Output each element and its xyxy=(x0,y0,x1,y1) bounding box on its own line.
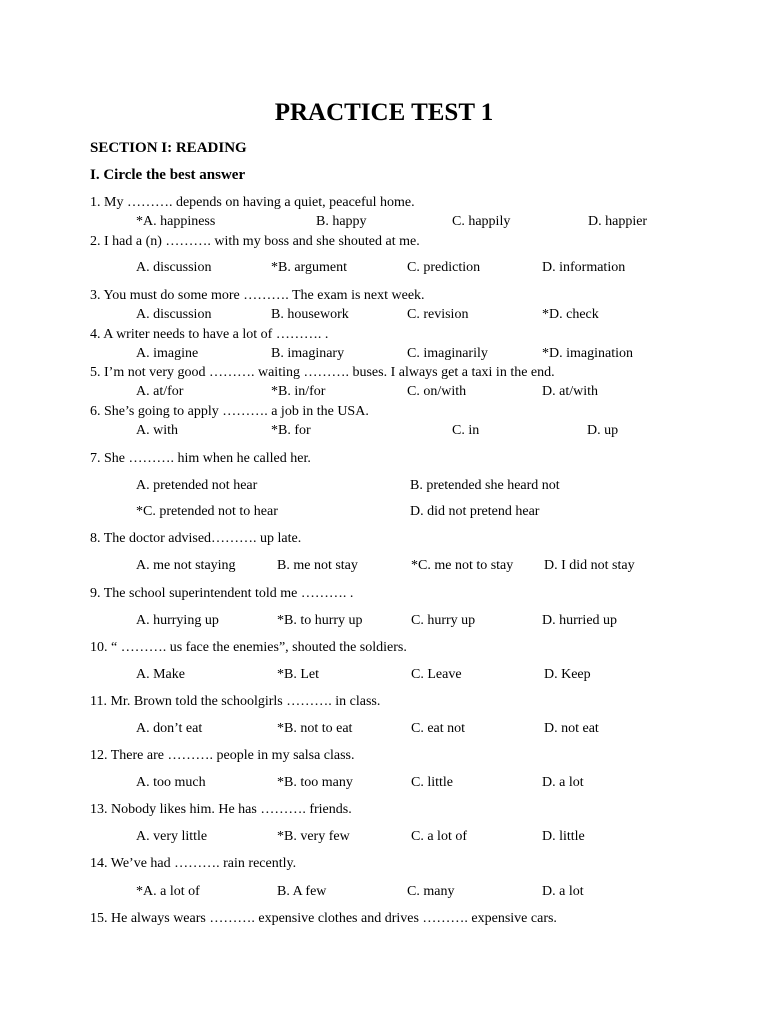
question-6-option-a[interactable]: A. with xyxy=(136,423,178,438)
question-1-option-a[interactable]: *A. happiness xyxy=(136,214,216,229)
question-4-option-a[interactable]: A. imagine xyxy=(136,346,199,361)
question-12-option-b[interactable]: *B. too many xyxy=(277,775,353,790)
question-11-stem: 11. Mr. Brown told the schoolgirls ………. in class. xyxy=(90,694,381,709)
question-6-option-c[interactable]: C. in xyxy=(452,423,480,438)
question-11-option-a[interactable]: A. don’t eat xyxy=(136,721,203,736)
question-12-option-d[interactable]: D. a lot xyxy=(542,775,584,790)
question-8-option-c[interactable]: *C. me not to stay xyxy=(411,558,514,573)
question-10-stem: 10. “ ………. us face the enemies”, shouted the soldiers. xyxy=(90,640,407,655)
question-9-stem: 9. The school superintendent told me ………. . xyxy=(90,586,354,601)
question-4-option-c[interactable]: C. imaginarily xyxy=(407,346,488,361)
question-7-option-d[interactable]: D. did not pretend hear xyxy=(410,504,540,519)
question-3-option-c[interactable]: C. revision xyxy=(407,307,469,322)
question-1-option-d[interactable]: D. happier xyxy=(588,214,648,229)
question-11-option-b[interactable]: *B. not to eat xyxy=(277,721,353,736)
question-14-option-a[interactable]: *A. a lot of xyxy=(136,884,200,899)
question-12-option-c[interactable]: C. little xyxy=(411,775,453,790)
question-9-option-a[interactable]: A. hurrying up xyxy=(136,613,219,628)
question-6-option-b[interactable]: *B. for xyxy=(271,423,311,438)
question-6-option-d[interactable]: D. up xyxy=(587,423,619,438)
question-2-option-c[interactable]: C. prediction xyxy=(407,260,481,275)
question-13-option-b[interactable]: *B. very few xyxy=(277,829,350,844)
question-3-stem: 3. You must do some more ………. The exam is next week. xyxy=(90,288,425,303)
question-3-option-a[interactable]: A. discussion xyxy=(136,307,212,322)
question-4-option-b[interactable]: B. imaginary xyxy=(271,346,345,361)
question-5-option-b[interactable]: *B. in/for xyxy=(271,384,326,399)
question-9-option-b[interactable]: *B. to hurry up xyxy=(277,613,363,628)
question-12-stem: 12. There are ………. people in my salsa class. xyxy=(90,748,355,763)
question-3-option-b[interactable]: B. housework xyxy=(271,307,349,322)
question-7-option-c[interactable]: *C. pretended not to hear xyxy=(136,504,278,519)
question-13-option-a[interactable]: A. very little xyxy=(136,829,208,844)
question-8-option-d[interactable]: D. I did not stay xyxy=(544,558,635,573)
question-5-option-c[interactable]: C. on/with xyxy=(407,384,467,399)
question-12-option-a[interactable]: A. too much xyxy=(136,775,206,790)
question-2-option-d[interactable]: D. information xyxy=(542,260,626,275)
question-1-option-b[interactable]: B. happy xyxy=(316,214,367,229)
question-7-option-a[interactable]: A. pretended not hear xyxy=(136,478,258,493)
question-1-option-c[interactable]: C. happily xyxy=(452,214,511,229)
question-11-option-d[interactable]: D. not eat xyxy=(544,721,599,736)
question-7-stem: 7. She ………. him when he called her. xyxy=(90,451,311,466)
question-1-stem: 1. My ………. depends on having a quiet, peaceful home. xyxy=(90,195,415,210)
page-title: PRACTICE TEST 1 xyxy=(274,99,494,126)
question-2-option-a[interactable]: A. discussion xyxy=(136,260,212,275)
question-14-option-b[interactable]: B. A few xyxy=(277,884,327,899)
question-7-option-b[interactable]: B. pretended she heard not xyxy=(410,478,560,493)
question-14-option-c[interactable]: C. many xyxy=(407,884,455,899)
part-heading: I. Circle the best answer xyxy=(90,167,246,183)
question-11-option-c[interactable]: C. eat not xyxy=(411,721,466,736)
question-6-stem: 6. She’s going to apply ………. a job in the USA. xyxy=(90,404,369,419)
question-10-option-a[interactable]: A. Make xyxy=(136,667,185,682)
question-8-option-b[interactable]: B. me not stay xyxy=(277,558,358,573)
question-5-option-a[interactable]: A. at/for xyxy=(136,384,184,399)
question-8-stem: 8. The doctor advised………. up late. xyxy=(90,531,302,546)
question-8-option-a[interactable]: A. me not staying xyxy=(136,558,236,573)
question-10-option-d[interactable]: D. Keep xyxy=(544,667,591,682)
question-3-option-d[interactable]: *D. check xyxy=(542,307,599,322)
question-14-option-d[interactable]: D. a lot xyxy=(542,884,584,899)
question-9-option-d[interactable]: D. hurried up xyxy=(542,613,618,628)
question-14-stem: 14. We’ve had ………. rain recently. xyxy=(90,856,297,871)
question-4-stem: 4. A writer needs to have a lot of ………. . xyxy=(90,327,329,342)
question-15-stem: 15. He always wears ………. expensive clothes and drives ………. expensive cars. xyxy=(90,911,557,926)
section-heading: SECTION I: READING xyxy=(90,140,247,156)
question-4-option-d[interactable]: *D. imagination xyxy=(542,346,633,361)
question-9-option-c[interactable]: C. hurry up xyxy=(411,613,476,628)
question-2-stem: 2. I had a (n) ………. with my boss and she shouted at me. xyxy=(90,234,420,249)
question-5-stem: 5. I’m not very good ………. waiting ………. buses. I always get a taxi in the end. xyxy=(90,365,555,380)
question-13-option-c[interactable]: C. a lot of xyxy=(411,829,467,844)
question-13-option-d[interactable]: D. little xyxy=(542,829,585,844)
question-10-option-c[interactable]: C. Leave xyxy=(411,667,462,682)
question-10-option-b[interactable]: *B. Let xyxy=(277,667,319,682)
question-5-option-d[interactable]: D. at/with xyxy=(542,384,598,399)
question-2-option-b[interactable]: *B. argument xyxy=(271,260,347,275)
question-13-stem: 13. Nobody likes him. He has ………. friends. xyxy=(90,802,352,817)
